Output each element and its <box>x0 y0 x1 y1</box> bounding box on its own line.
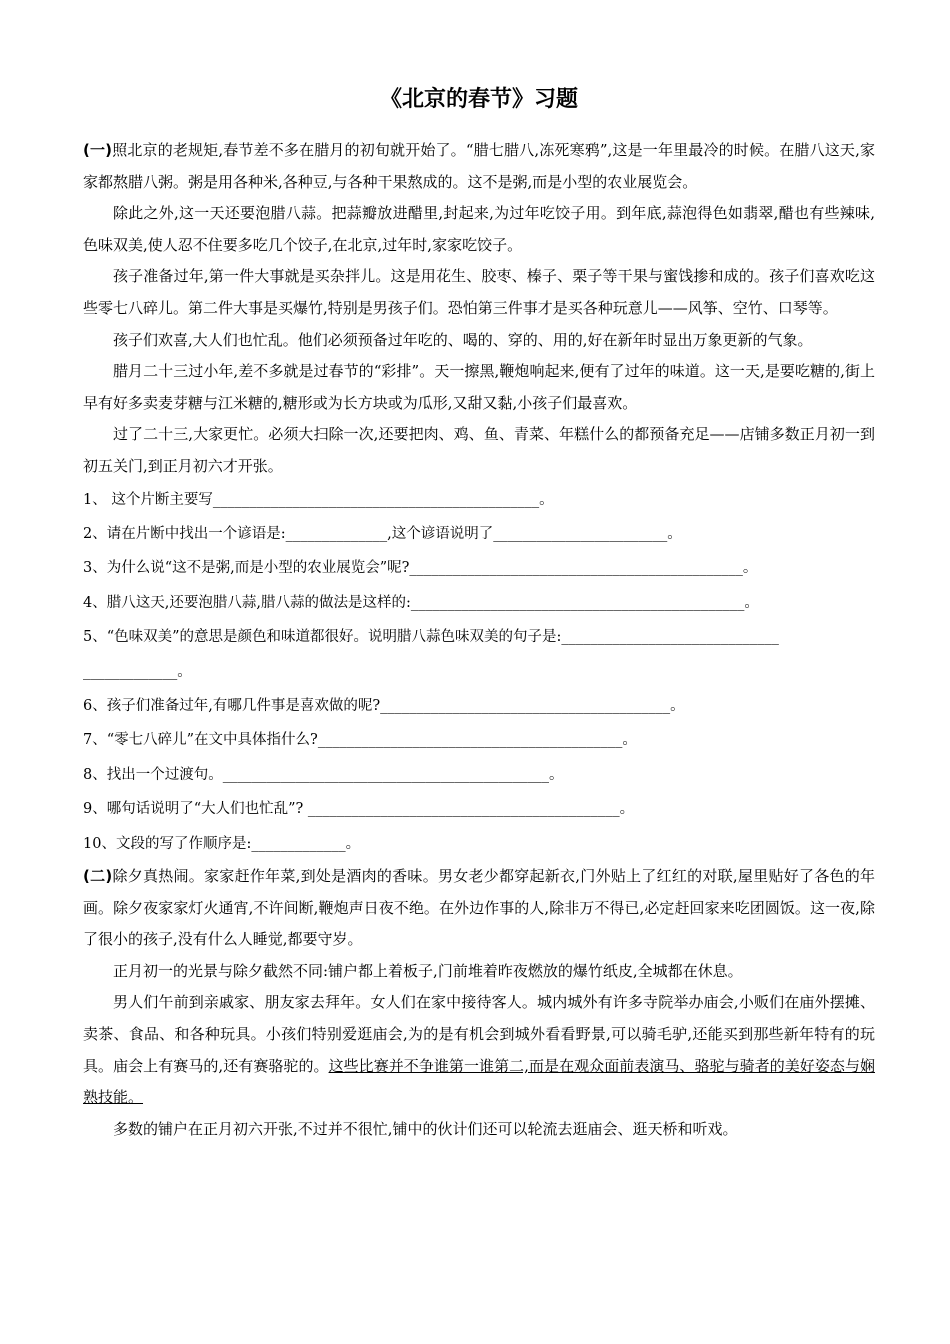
page-title: 《北京的春节》习题 <box>379 87 578 112</box>
question-7: 7、“零七八碎儿”在文中具体指什么?__________________________________________。 <box>83 732 637 749</box>
passage-one <box>83 135 875 483</box>
question-6: 6、孩子们准备过年,有哪几件事是喜欢做的呢?________________________________________。 <box>83 697 685 714</box>
passage-one-paragraph-4: 孩子们欢喜,大人们也忙乱。他们必须预备过年吃的、喝的、穿的、用的,好在新年时显出万象更新的气象。 <box>113 330 813 349</box>
passage-two-paragraph-3 <box>83 987 875 1113</box>
section-one-label: (一) <box>83 141 113 159</box>
worksheet-page <box>83 84 875 1145</box>
question-list <box>83 483 875 861</box>
passage-one-paragraph-5: 腊月二十三过小年,差不多就是过春节的“彩排”。天一擦黑,鞭炮响起来,便有了过年的味道。这一天,是要吃糖的,街上早有好多卖麦芽糖与江米糖的,糖形或为长方块或为瓜形,又甜又黏,小孩子们最喜欢。 <box>83 362 875 412</box>
question-8: 8、找出一个过渡句。_____________________________________________。 <box>83 766 564 783</box>
passage-two-paragraph-3-text: 男人们午前到亲戚家、朋友家去拜年。女人们在家中接待客人。城内城外有许多寺院举办庙会,小贩们在庙外摆摊、卖茶、食品、和各种玩具。小孩们特别爱逛庙会,为的是有机会到城外看看野景,可以骑毛驴,还能买到那些新年特有的玩具。庙会上有赛马的,还有赛骆驼的。 <box>83 993 875 1075</box>
question-5: 5、“色味双美”的意思是颜色和味道都很好。说明腊八蒜色味双美的句子是:______________________________ _____________。 <box>83 629 779 680</box>
passage-two-paragraph-1-text: 除夕真热闹。家家赶作年菜,到处是酒肉的香味。男女老少都穿起新衣,门外贴上了红红的对联,屋里贴好了各色的年画。除夕夜家家灯火通宵,不许间断,鞭炮声日夜不绝。在外边作事的人,除非万不得已,必定赶回家来吃团圆饭。这一夜,除了很小的孩子,没有什么人睡觉,都要守岁。 <box>83 867 875 949</box>
passage-one-paragraph-1-text: 照北京的老规矩,春节差不多在腊月的初旬就开始了。“腊七腊八,冻死寒鸦”,这是一年里最冷的时候。在腊八这天,家家都熬腊八粥。粥是用各种米,各种豆,与各种干果熬成的。这不是粥,而是小型的农业展览会。 <box>83 141 875 191</box>
question-4: 4、腊八这天,还要泡腊八蒜,腊八蒜的做法是这样的:______________________________________________。 <box>83 594 759 611</box>
passage-one-paragraph-2: 除此之外,这一天还要泡腊八蒜。把蒜瓣放进醋里,封起来,为过年吃饺子用。到年底,蒜泡得色如翡翠,醋也有些辣味,色味双美,使人忍不住要多吃几个饺子,在北京,过年时,家家吃饺子。 <box>83 204 875 254</box>
passage-two-paragraph-1 <box>83 861 875 956</box>
passage-one-paragraph-3: 孩子准备过年,第一件大事就是买杂拌儿。这是用花生、胶枣、榛子、栗子等干果与蜜饯掺和成的。孩子们喜欢吃这些零七八碎儿。第二件大事是买爆竹,特别是男孩子们。恐怕第三件事才是买各种玩意儿——风筝、空竹、口琴等。 <box>83 267 875 317</box>
passage-two <box>83 861 875 1145</box>
question-2: 2、请在片断中找出一个谚语是:______________,这个谚语说明了________________________。 <box>83 525 682 542</box>
underlined-sentence: 这些比赛并不争谁第一谁第二,而是在观众面前表演马、骆驼与骑者的美好姿态与娴熟技能。 <box>83 1056 875 1107</box>
question-1: 1、 这个片断主要写_____________________________________________。 <box>83 491 554 508</box>
question-9: 9、哪句话说明了“大人们也忙乱”? ___________________________________________。 <box>83 801 635 818</box>
passage-two-paragraph-4: 多数的铺户在正月初六开张,不过并不很忙,铺中的伙计们还可以轮流去逛庙会、逛天桥和听戏。 <box>113 1119 738 1138</box>
question-3: 3、为什么说“这不是粥,而是小型的农业展览会”呢?______________________________________________。 <box>83 560 758 577</box>
passage-two-paragraph-2: 正月初一的光景与除夕截然不同:铺户都上着板子,门前堆着昨夜燃放的爆竹纸皮,全城都在休息。 <box>113 961 743 980</box>
passage-one-paragraph-1 <box>83 135 875 198</box>
passage-one-paragraph-6: 过了二十三,大家更忙。必须大扫除一次,还要把肉、鸡、鱼、青菜、年糕什么的都预备充足——店铺多数正月初一到初五关门,到正月初六才开张。 <box>83 425 875 475</box>
question-10: 10、文段的写了作顺序是:_____________。 <box>83 835 361 852</box>
section-two-label: (二) <box>83 867 113 885</box>
